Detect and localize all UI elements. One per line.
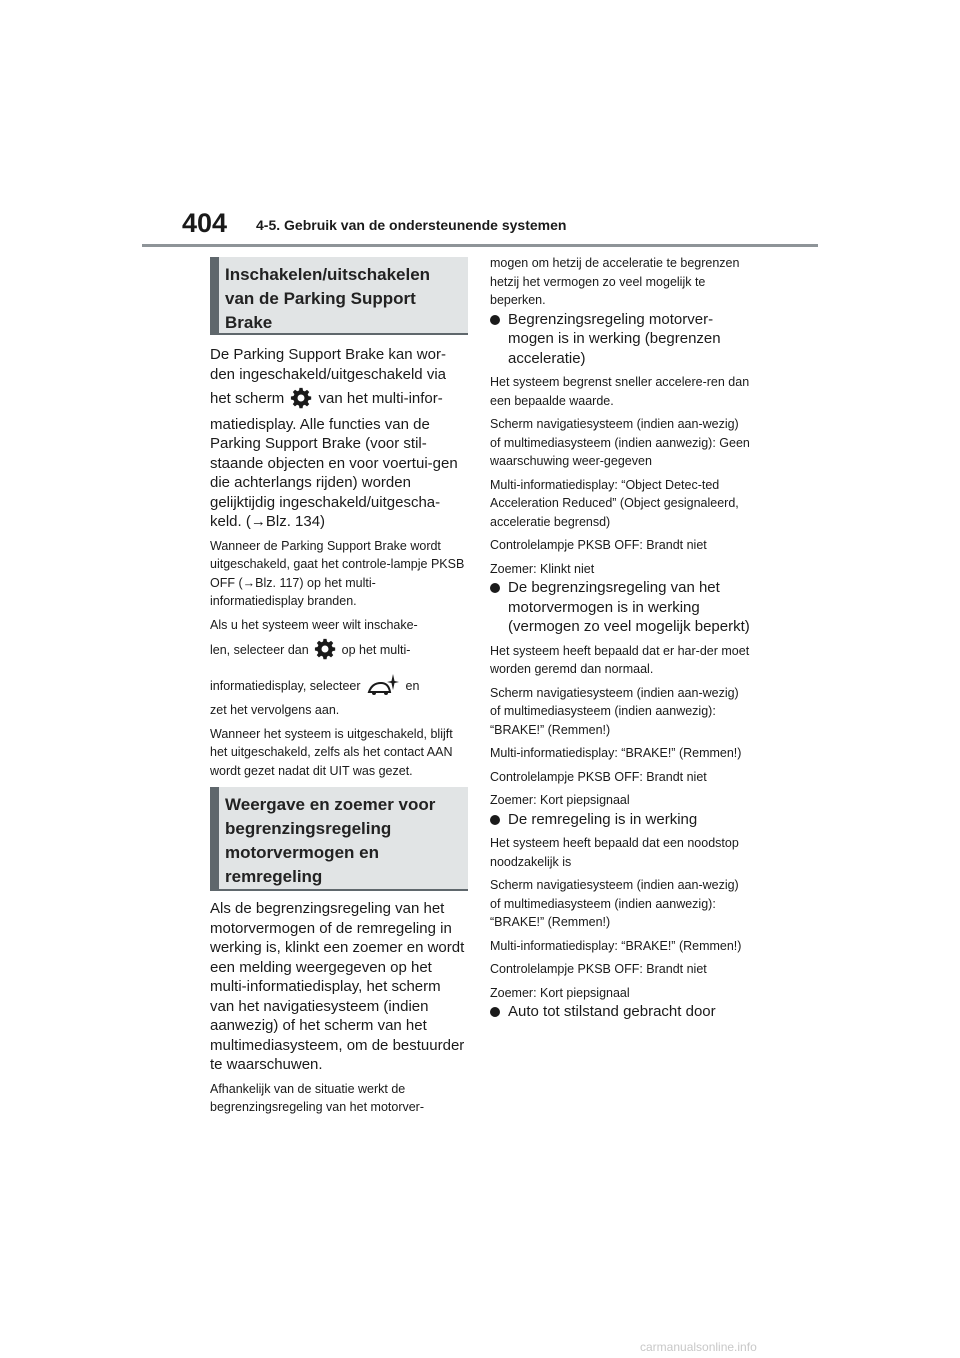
lamp-text: Controlelampje PKSB OFF: Brandt niet <box>490 538 707 552</box>
section2-note: Afhankelijk van de situatie werkt de begrenzingsregeling van het motorver- <box>210 1081 425 1114</box>
intro-text-icon-line <box>210 387 468 415</box>
bullet-dot-icon <box>490 583 500 593</box>
intro-text: van het multi-infor- <box>318 390 443 407</box>
intro-text: matiedisplay. Alle functies van de Parking Support Brake (voor stil-staande objecten en voor voertui-gen die achterlangs rijden) worden gelijktijdig ingeschakeld/uitgescha-keld. (→Blz. 134) <box>210 415 458 530</box>
left-column-section2 <box>210 899 468 1117</box>
right-column <box>490 254 752 1022</box>
heading-line: Inschakelen/uitschakelen <box>225 265 431 284</box>
heading-line: Weergave en zoemer voor <box>225 795 436 814</box>
bullet-item: De remregeling is in werking <box>490 810 752 830</box>
chapter-title: 4-5. Gebruik van de ondersteunende systemen <box>256 217 567 233</box>
desc-text: Het systeem begrenst sneller accelere-ren dan een bepaalde waarde. <box>490 375 750 408</box>
buzzer-text: Zoemer: Klinkt niet <box>490 561 595 576</box>
note-text: Wanneer het systeem is uitgeschakeld, blijft het uitgeschakeld, zelfs als het contact AAN wordt gezet nadat dit UIT was gezet. <box>210 726 453 778</box>
note-text: Als u het systeem weer wilt inschake- <box>210 617 418 632</box>
note-text: Wanneer de Parking Support Brake wordt uitgeschakeld, gaat het controle-lampje PKSB OFF (→Blz. 117) op het multi-informatiedisplay branden. <box>210 538 465 608</box>
section-heading-parking-brake <box>210 257 468 335</box>
heading-line: remregeling <box>225 867 323 886</box>
intro-text: De Parking Support Brake kan wor-den ingeschakeld/uitgeschakeld via <box>210 346 446 383</box>
page-number: 404 <box>182 208 228 238</box>
continued-text: mogen om hetzij de acceleratie te begrenzen hetzij het vermogen zo veel mogelijk te beperken. <box>490 256 740 307</box>
desc-text: Het systeem heeft bepaald dat een noodstop noodzakelijk is <box>490 836 739 869</box>
mid-text: Multi-informatiedisplay: “BRAKE!” (Remmen!) <box>490 938 742 953</box>
nav-text: Scherm navigatiesysteem (indien aan-wezig) of multimediasysteem (indien aanwezig): “BRAKE!” (Remmen!) <box>490 878 739 929</box>
note-text: zet het vervolgens aan. <box>210 703 340 717</box>
watermark: carmanualsonline.info <box>640 1340 757 1354</box>
bullet-item: Begrenzingsregeling motorver-mogen is in werking (begrenzen acceleratie) <box>490 310 752 369</box>
heading-line: motorvermogen en <box>225 843 379 862</box>
section2-body: Als de begrenzingsregeling van het motorvermogen of de remregeling in werking is, klinkt een zoemer en wordt een melding weergegeven op het multi-informatiedisplay, het scherm van het navigatiesysteem (indien aanwezig) of het scherm van het multimediasysteem, om de bestuurder te waarschuwen. <box>210 900 465 1073</box>
heading-line: van de Parking Support <box>225 289 416 308</box>
mid-text: Multi-informatiedisplay: “Object Detec-ted Acceleration Reduced” (Object gesignaleerd, acceleratie begrensd) <box>490 477 739 529</box>
bullet-dot-icon <box>490 815 500 825</box>
heading-line: begrenzingsregeling <box>225 819 392 838</box>
gear-icon <box>290 387 312 415</box>
bullet-dot-icon <box>490 315 500 325</box>
mid-text: Multi-informatiedisplay: “BRAKE!” (Remmen!) <box>490 746 742 760</box>
note-text-icon-line: informatiedisplay, selecteer en <box>210 672 468 702</box>
nav-text: Scherm navigatiesysteem (indien aan-wezig) of multimediasysteem (indien aanwezig): “BRAKE!” (Remmen!) <box>490 685 739 737</box>
heading-line: Brake <box>225 313 273 332</box>
buzzer-text: Zoemer: Kort piepsignaal <box>490 793 630 807</box>
gear-icon <box>314 638 336 666</box>
bullet-item: Auto tot stilstand gebracht door <box>490 1002 752 1022</box>
buzzer-text: Zoemer: Kort piepsignaal <box>490 985 630 1000</box>
header-rule <box>142 244 818 247</box>
bullet-dot-icon <box>490 1007 500 1017</box>
desc-text: Het systeem heeft bepaald dat er har-der moet worden geremd dan normaal. <box>490 643 750 676</box>
lamp-text: Controlelampje PKSB OFF: Brandt niet <box>490 769 707 784</box>
bullet-item: De begrenzingsregeling van het motorvermogen is in werking (vermogen zo veel mogelijk beperkt) <box>490 578 752 637</box>
nav-text: Scherm navigatiesysteem (indien aan-wezig) of multimediasysteem (indien aanwezig): Geen waarschuwing weer-gegeven <box>490 417 750 468</box>
lamp-text: Controlelampje PKSB OFF: Brandt niet <box>490 962 707 976</box>
intro-text: het scherm <box>210 390 285 407</box>
car-warning-icon <box>366 672 400 702</box>
left-column <box>210 345 468 780</box>
section-heading-display-buzzer <box>210 787 468 891</box>
note-text-icon-line: len, selecteer dan op het multi- <box>210 638 468 666</box>
